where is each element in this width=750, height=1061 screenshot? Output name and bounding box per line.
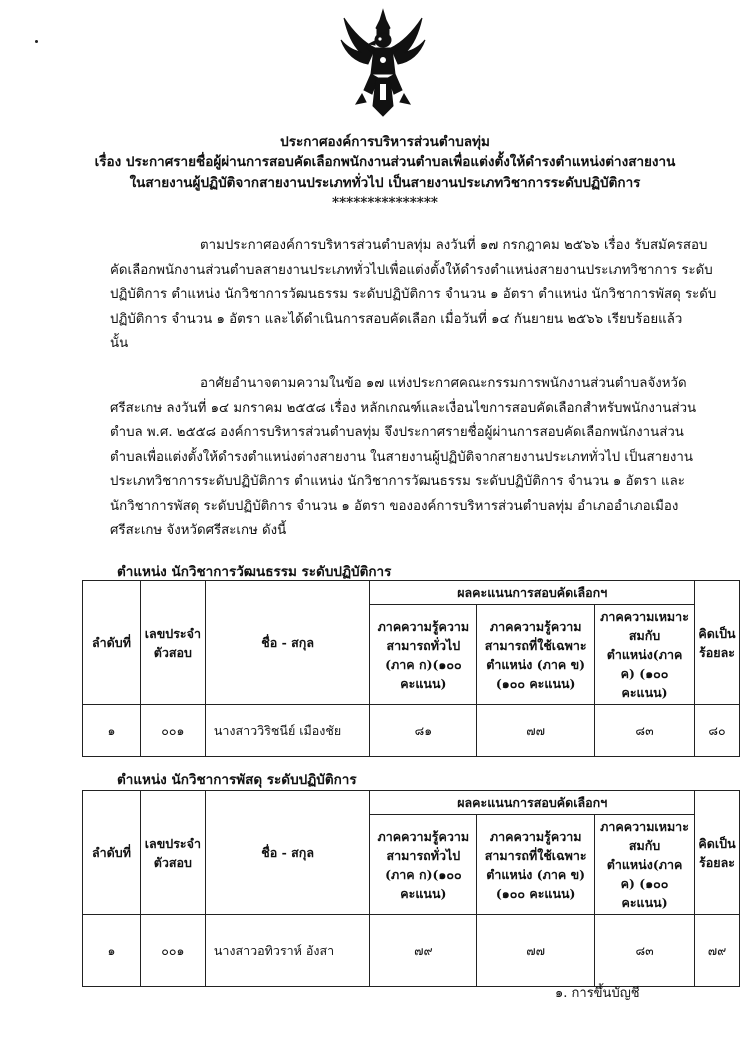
paragraph-1 (110, 234, 717, 357)
col-header-score-group: ผลคะแนนการสอบคัดเลือกฯ (370, 791, 695, 815)
paragraph-2-line: อาศัยอำนาจตามความในข้อ ๑๗ แห่งประกาศคณะกรรมการพนักงานส่วนตำบลจังหวัด (200, 376, 687, 391)
col-header-score-group: ผลคะแนนการสอบคัดเลือกฯ (370, 581, 695, 605)
subject-line-1: เรื่อง ประกาศรายชื่อผู้ผ่านการสอบคัดเลือกพนักงานส่วนตำบลเพื่อแต่งตั้งให้ดำรงตำแหน่งต่างสายงาน (94, 154, 676, 170)
score-table-1 (82, 580, 740, 757)
paragraph-2-line: ตำบล พ.ศ. ๒๕๕๘ องค์การบริหารส่วนตำบลทุ่ม จึงประกาศรายชื่อผู้ผ่านการสอบคัดเลือกพนักงานส่วน (110, 425, 684, 440)
cell-percent: ๗๙ (695, 915, 740, 987)
paragraph-2-line: ตำบลเพื่อแต่งตั้งให้ดำรงตำแหน่งต่างสายงาน ในสายงานผู้ปฏิบัติจากสายงานประเภททั่วไป เป็นสายงาน (110, 449, 693, 465)
col-header-order: ลำดับที่ (83, 791, 141, 915)
paragraph-1-line: คัดเลือกพนักงานส่วนตำบลสายงานประเภททั่วไปเพื่อแต่งตั้งให้ดำรงตำแหน่งสายงานประเภทวิชาการ ระดับ (110, 262, 713, 278)
paragraph-1-line: ตามประกาศองค์การบริหารส่วนตำบลทุ่ม ลงวันที่ ๑๗ กรกฎาคม ๒๕๖๖ เรื่อง รับสมัครสอบ (200, 238, 708, 253)
col-header-part-c: ภาคความเหมาะสมกับตำแหน่ง(ภาค ค) (๑๐๐ คะแนน) (595, 605, 695, 705)
footer-note: ๑. การขึ้นบัญชี (555, 986, 640, 1001)
subject-line-2: ในสายงานผู้ปฏิบัติจากสายงานประเภททั่วไป เป็นสายงานประเภทวิชาการระดับปฏิบัติการ (129, 175, 641, 191)
cell-score-a: ๘๑ (370, 705, 477, 757)
garuda-emblem-icon (338, 8, 428, 120)
cell-name: นางสาววิริชนีย์ เมืองชัย (205, 705, 370, 757)
table-row (83, 915, 740, 987)
paragraph-2-line: นักวิชาการพัสดุ ระดับปฏิบัติการ จำนวน ๑ อัตรา ขององค์การบริหารส่วนตำบลทุ่ม อำเภออำเภอเมือง (110, 498, 679, 514)
col-header-part-a: ภาคความรู้ความสามารถทั่วไป (ภาค ก)(๑๐๐ คะแนน) (370, 815, 477, 915)
table-1-heading: ตำแหน่ง นักวิชาการวัฒนธรรม ระดับปฏิบัติการ (117, 564, 392, 580)
col-header-percent: คิดเป็นร้อยละ (695, 791, 740, 915)
cell-percent: ๘๐ (695, 705, 740, 757)
cell-exam-id: ๐๐๑ (140, 915, 205, 987)
cell-name: นางสาวอทิวราห์ อังสา (205, 915, 370, 987)
cell-score-b: ๗๗ (477, 915, 595, 987)
speck (35, 40, 38, 43)
cell-score-a: ๗๙ (370, 915, 477, 987)
col-header-part-c: ภาคความเหมาะสมกับตำแหน่ง(ภาค ค) (๑๐๐ คะแนน) (595, 815, 695, 915)
paragraph-2-line: ศรีสะเกษ ลงวันที่ ๑๔ มกราคม ๒๕๕๘ เรื่อง หลักเกณฑ์และเงื่อนไขการสอบคัดเลือกสำหรับพนักงานส่วน (110, 400, 697, 416)
paragraph-1-line: ปฏิบัติการ จำนวน ๑ อัตรา และได้ดำเนินการสอบคัดเลือก เมื่อวันที่ ๑๔ กันยายน ๒๕๖๖ เรียบร้อยแล้ว (110, 311, 683, 327)
col-header-part-b: ภาคความรู้ความสามารถที่ใช้เฉพาะตำแหน่ง (ภาค ข) (๑๐๐ คะแนน) (477, 815, 595, 915)
cell-order: ๑ (83, 915, 141, 987)
cell-exam-id: ๐๐๑ (140, 705, 205, 757)
paragraph-2 (110, 372, 710, 544)
separator: *************** (332, 195, 438, 211)
cell-score-c: ๘๓ (595, 705, 695, 757)
col-header-percent: คิดเป็นร้อยละ (695, 581, 740, 705)
cell-order: ๑ (83, 705, 141, 757)
score-table-2 (82, 790, 740, 987)
table-row (83, 705, 740, 757)
announcement-title: ประกาศองค์การบริหารส่วนตำบลทุ่ม (280, 134, 490, 150)
col-header-order: ลำดับที่ (83, 581, 141, 705)
col-header-exam-id: เลขประจำตัวสอบ (140, 791, 205, 915)
cell-score-c: ๘๓ (595, 915, 695, 987)
paragraph-1-line: นั้น (110, 336, 129, 351)
col-header-name: ชื่อ - สกุล (205, 791, 370, 915)
col-header-exam-id: เลขประจำตัวสอบ (140, 581, 205, 705)
paragraph-2-line: ประเภทวิชาการระดับปฏิบัติการ ตำแหน่ง นักวิชาการวัฒนธรรม ระดับปฏิบัติการ จำนวน ๑ อัตรา และ (110, 474, 685, 489)
paragraph-2-line: ศรีสะเกษ จังหวัดศรีสะเกษ ดังนี้ (110, 523, 287, 538)
paragraph-1-line: ปฏิบัติการ ตำแหน่ง นักวิชาการวัฒนธรรม ระดับปฏิบัติการ จำนวน ๑ อัตรา ตำแหน่ง นักวิชาการพัสดุ ระดับ (110, 287, 717, 302)
col-header-name: ชื่อ - สกุล (205, 581, 370, 705)
cell-score-b: ๗๗ (477, 705, 595, 757)
col-header-part-b: ภาคความรู้ความสามารถที่ใช้เฉพาะตำแหน่ง (ภาค ข) (๑๐๐ คะแนน) (477, 605, 595, 705)
table-2-heading: ตำแหน่ง นักวิชาการพัสดุ ระดับปฏิบัติการ (117, 772, 357, 788)
col-header-part-a: ภาคความรู้ความสามารถทั่วไป (ภาค ก)(๑๐๐ คะแนน) (370, 605, 477, 705)
